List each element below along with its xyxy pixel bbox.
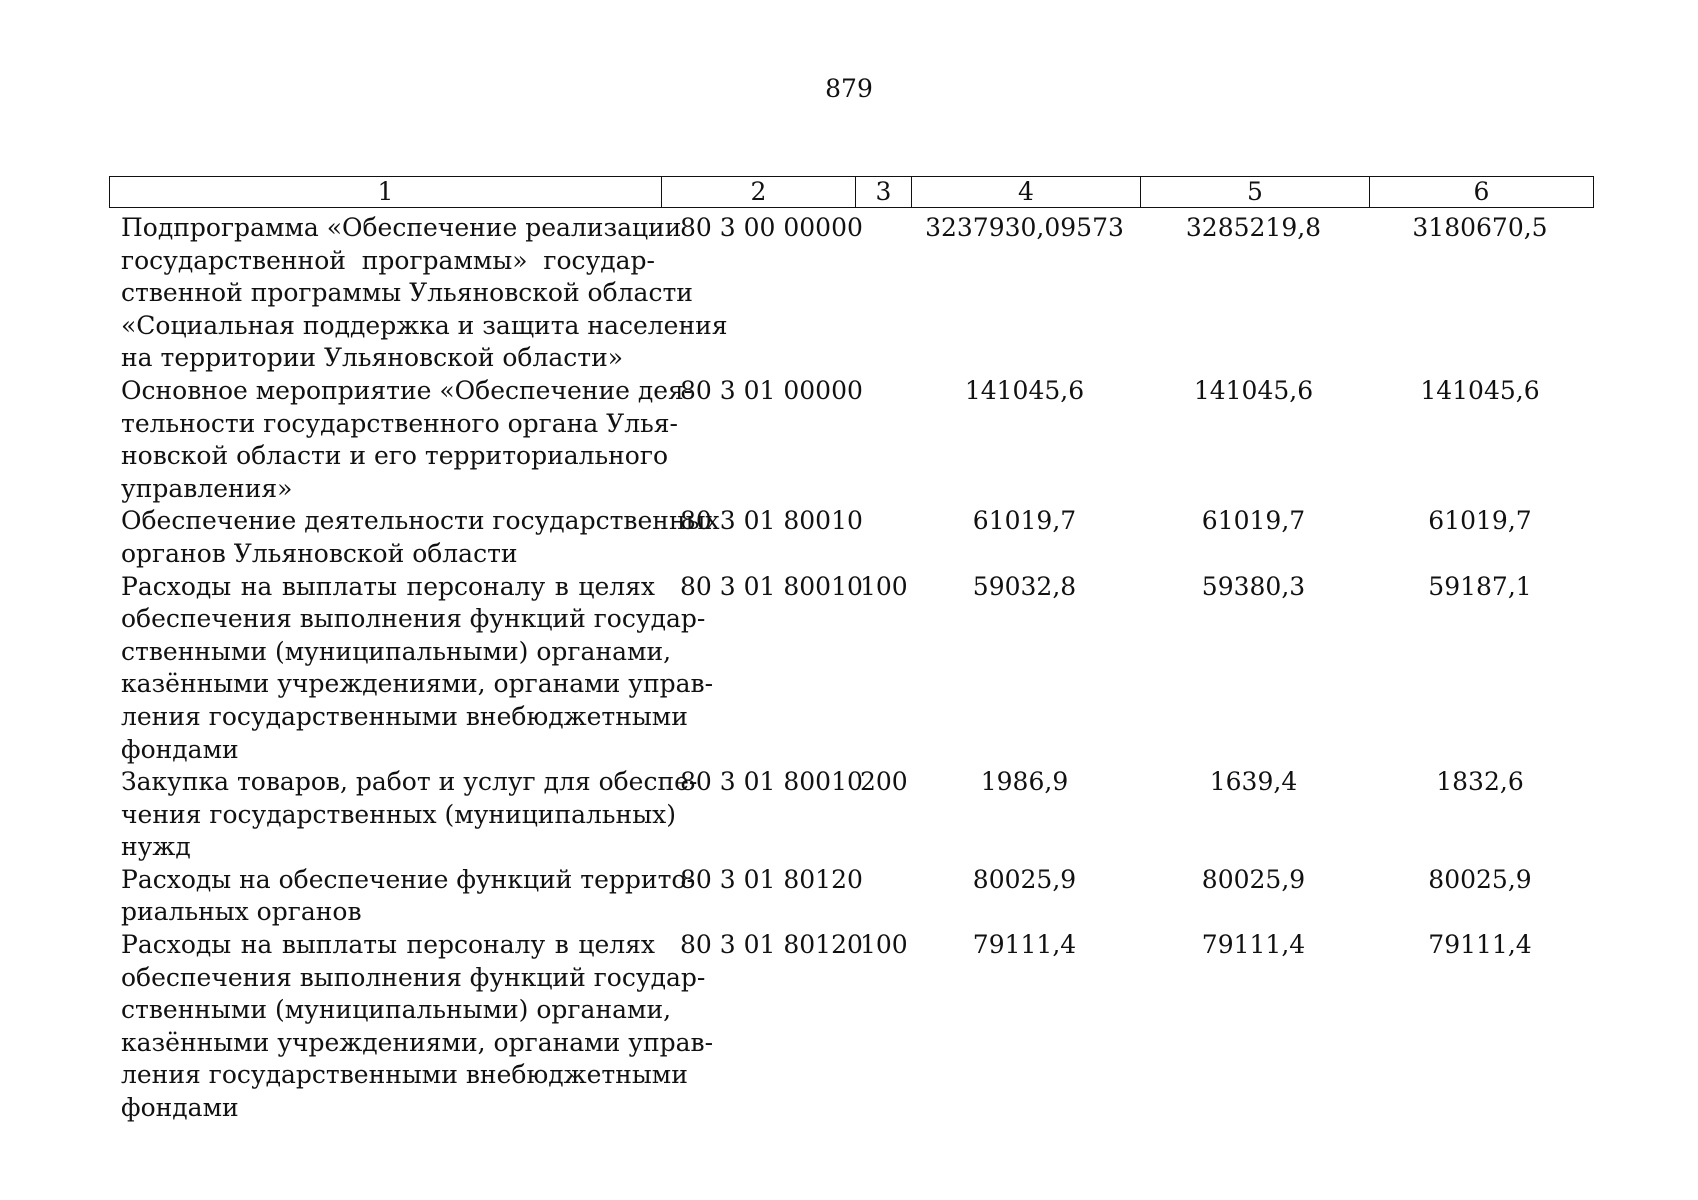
row-name-line: «Социальная поддержка и защита населения	[121, 310, 728, 340]
row-value-col5: 141045,6	[1193, 375, 1314, 405]
row-expense-type: 100	[860, 930, 908, 960]
row-name-line: нужд	[121, 832, 191, 862]
table-row	[109, 375, 1592, 505]
column-header-5: 5	[1140, 177, 1369, 207]
row-name	[109, 505, 720, 570]
row-name	[109, 375, 693, 505]
row-code: 80 3 01 80010	[680, 571, 863, 601]
row-code: 80 3 01 80010	[680, 506, 863, 536]
row-value-col4: 79111,4	[972, 930, 1077, 960]
row-name	[109, 929, 714, 1125]
row-name-line: государственной программы» государ-	[121, 245, 655, 275]
row-name-line: обеспечения выполнения функций государ-	[121, 962, 706, 992]
row-name-line: Обеспечение деятельности государственных	[121, 506, 720, 536]
row-name-line: ственной программы Ульяновской области	[121, 278, 693, 308]
row-value-col4: 80025,9	[972, 864, 1077, 894]
row-code: 80 3 01 80010	[680, 767, 863, 797]
page-number: 879	[825, 74, 873, 103]
row-name-line: тельности государственного органа Улья-	[121, 408, 678, 438]
row-name-line: казёнными учреждениями, органами управ-	[121, 1027, 714, 1057]
row-name-line: Расходы на выплаты персоналу в целях	[121, 571, 655, 601]
row-value-col4: 61019,7	[972, 506, 1077, 536]
row-value-col5: 79111,4	[1201, 930, 1306, 960]
row-name	[109, 571, 714, 767]
column-header-4: 4	[911, 177, 1140, 207]
row-name-line: Основное мероприятие «Обеспечение дея-	[121, 375, 693, 405]
column-header-1: 1	[377, 177, 394, 206]
table-row	[109, 571, 1592, 767]
row-name-line: Подпрограмма «Обеспечение реализации	[121, 213, 682, 242]
row-code: 80 3 00 00000	[680, 213, 863, 242]
row-name-line: обеспечения выполнения функций государ-	[121, 604, 706, 634]
table-row	[109, 864, 1592, 929]
row-name	[109, 864, 695, 929]
row-name-line: Расходы на обеспечение функций террито-	[121, 864, 695, 894]
row-value-col5: 61019,7	[1201, 506, 1306, 536]
row-name-line: фондами	[121, 1093, 239, 1123]
table-row	[109, 766, 1592, 864]
table-row	[109, 505, 1592, 570]
row-value-col6: 79111,4	[1428, 930, 1532, 960]
row-name-line: чения государственных (муниципальных)	[121, 799, 676, 829]
row-value-col6: 80025,9	[1428, 864, 1532, 894]
row-code: 80 3 01 80120	[680, 864, 863, 894]
row-value-col6: 3180670,5	[1412, 213, 1548, 242]
table-header-row	[109, 176, 1594, 208]
row-value-col5: 1639,4	[1209, 767, 1298, 797]
row-name-line: фондами	[121, 734, 239, 764]
row-value-col4: 141045,6	[964, 375, 1085, 405]
row-name-line: Расходы на выплаты персоналу в целях	[121, 930, 655, 960]
table-row	[109, 212, 1592, 375]
row-name	[109, 212, 728, 375]
row-name-line: риальных органов	[121, 897, 362, 927]
row-value-col6: 61019,7	[1428, 506, 1532, 536]
row-value-col5: 80025,9	[1201, 864, 1306, 894]
column-header-6: 6	[1369, 177, 1593, 207]
row-name-line: органов Ульяновской области	[121, 538, 518, 568]
row-name-line: ственными (муниципальными) органами,	[121, 636, 672, 666]
row-name-line: ления государственными внебюджетными	[121, 701, 688, 731]
row-code: 80 3 01 00000	[680, 375, 863, 405]
row-value-col6: 1832,6	[1436, 767, 1524, 797]
table-row	[109, 929, 1592, 1125]
row-name	[109, 766, 698, 864]
column-header-2: 2	[661, 177, 855, 207]
row-name-line: Закупка товаров, работ и услуг для обеспе-	[121, 767, 698, 797]
row-name-line: ственными (муниципальными) органами,	[121, 995, 672, 1025]
row-value-col4: 59032,8	[972, 571, 1077, 601]
row-name-line: казёнными учреждениями, органами управ-	[121, 669, 714, 699]
row-name-line: управления»	[121, 473, 293, 503]
table-body	[109, 212, 1592, 1125]
row-name-line: ления государственными внебюджетными	[121, 1060, 688, 1090]
row-value-col4: 3237930,09573	[925, 213, 1124, 242]
row-value-col4: 1986,9	[980, 767, 1069, 797]
row-value-col6: 59187,1	[1428, 571, 1532, 601]
row-value-col6: 141045,6	[1420, 375, 1540, 405]
row-name-line: на территории Ульяновской области»	[121, 343, 624, 373]
row-value-col5: 59380,3	[1201, 571, 1306, 601]
row-code: 80 3 01 80120	[680, 930, 863, 960]
row-expense-type: 100	[860, 571, 908, 601]
row-value-col5: 3285219,8	[1185, 213, 1322, 242]
row-name-line: новской области и его территориального	[121, 441, 669, 471]
column-header-3: 3	[855, 177, 911, 207]
row-expense-type: 200	[860, 767, 908, 797]
